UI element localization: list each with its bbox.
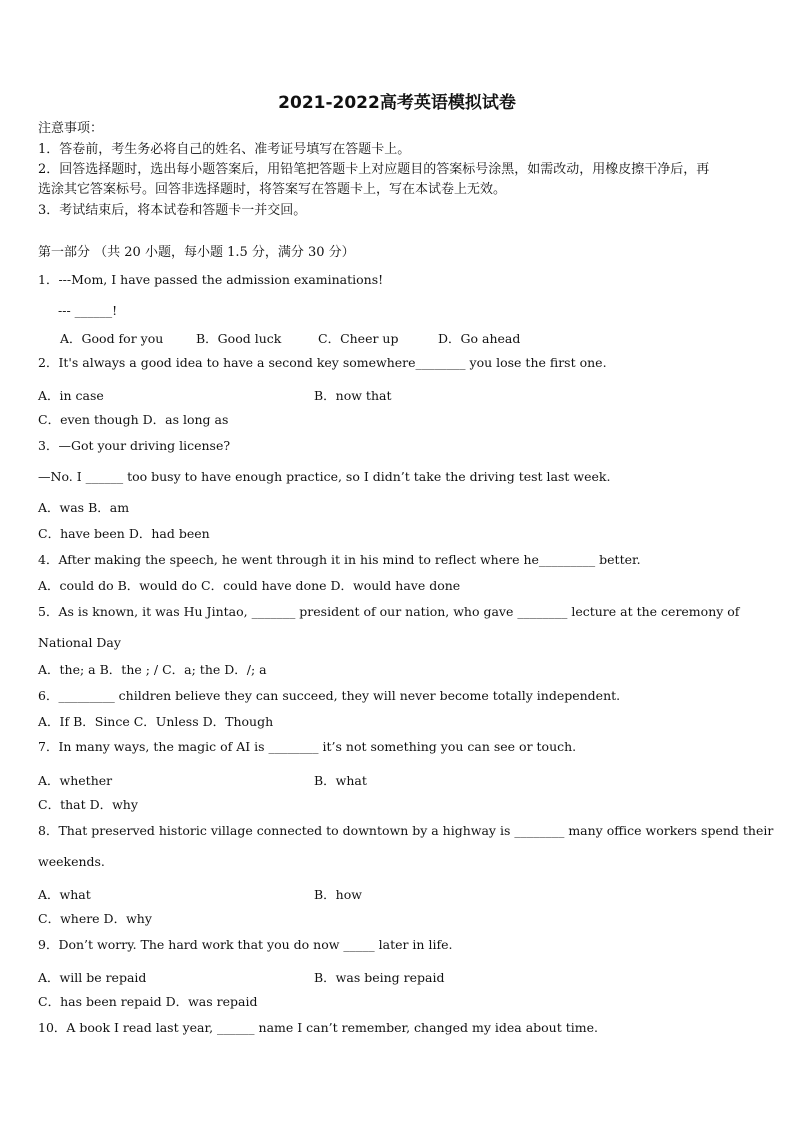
q4-stem: 4．After making the speech, he went through it in his mind to reflect where he_________ better. — [38, 552, 641, 567]
q1-option-c: C．Cheer up — [318, 331, 399, 346]
q8-option-a: A．what — [38, 887, 91, 902]
q9-options-cd: C．has been repaid D．was repaid — [38, 994, 258, 1009]
q8-stem: 8．That preserved historic village connected to downtown by a highway is ________ many office workers spend their — [38, 823, 774, 838]
q5-stem-2: National Day — [38, 635, 121, 650]
q1-option-b: B．Good luck — [196, 331, 282, 346]
q2-option-b: B．now that — [314, 388, 392, 403]
q5-options: A．the; a B．the ; / C．a; the D．/; a — [38, 662, 267, 677]
q4-options: A．could do B．would do C．could have done D．would have done — [38, 578, 461, 593]
notice-item-2-cont: 选涂其它答案标号。回答非选择题时，将答案写在答题卡上，写在本试卷上无效。 — [38, 182, 507, 197]
q3-options-ab: A．was B．am — [38, 500, 130, 515]
q5-stem: 5．As is known, it was Hu Jintao, _______ president of our nation, who gave ________ lecture at the ceremony of — [38, 604, 740, 619]
q1-stem: 1．---Mom, I have passed the admission examinations! — [38, 272, 384, 287]
q7-option-b: B．what — [314, 773, 367, 788]
page-title: 2021-2022高考英语模拟试卷 — [278, 93, 516, 113]
q1-option-a: A．Good for you — [60, 331, 164, 346]
q6-stem: 6．_________ children believe they can succeed, they will never become totally independent. — [38, 688, 621, 703]
q9-stem: 9．Don’t worry. The hard work that you do now _____ later in life. — [38, 937, 453, 952]
q2-option-a: A．in case — [38, 388, 104, 403]
q1-reply: --- ______! — [58, 303, 118, 318]
notice-heading: 注意事项： — [38, 121, 104, 136]
q1-option-d: D．Go ahead — [438, 331, 521, 346]
q2-stem: 2．It's always a good idea to have a second key somewhere________ you lose the first one. — [38, 355, 607, 370]
notice-item-1: 1．答卷前，考生务必将自己的姓名、准考证号填写在答题卡上。 — [38, 142, 411, 157]
q9-option-a: A．will be repaid — [38, 970, 147, 985]
section-heading: 第一部分 （共 20 小题，每小题 1.5 分，满分 30 分） — [38, 245, 355, 260]
q3-stem: 3．—Got your driving license? — [38, 438, 231, 453]
q8-options-cd: C．where D．why — [38, 911, 152, 926]
q8-option-b: B．how — [314, 887, 362, 902]
q7-stem: 7．In many ways, the magic of AI is ________ it’s not something you can see or touch. — [38, 739, 577, 754]
q9-option-b: B．was being repaid — [314, 970, 445, 985]
q2-options-cd: C．even though D．as long as — [38, 412, 229, 427]
q7-options-cd: C．that D．why — [38, 797, 138, 812]
q3-stem-2: —No. I ______ too busy to have enough practice, so I didn’t take the driving test last week. — [38, 469, 611, 484]
q6-options: A．If B．Since C．Unless D．Though — [38, 714, 274, 729]
q7-option-a: A．whether — [38, 773, 113, 788]
notice-item-3: 3．考试结束后，将本试卷和答题卡一并交回。 — [38, 203, 307, 218]
q10-stem: 10．A book I read last year, ______ name I can’t remember, changed my idea about time. — [38, 1020, 598, 1035]
notice-item-2: 2．回答选择题时，选出每小题答案后，用铅笔把答题卡上对应题目的答案标号涂黑，如需改动，用橡皮擦干净后，再 — [38, 162, 710, 177]
q3-options-cd: C．have been D．had been — [38, 526, 210, 541]
q8-stem-2: weekends. — [38, 854, 105, 869]
